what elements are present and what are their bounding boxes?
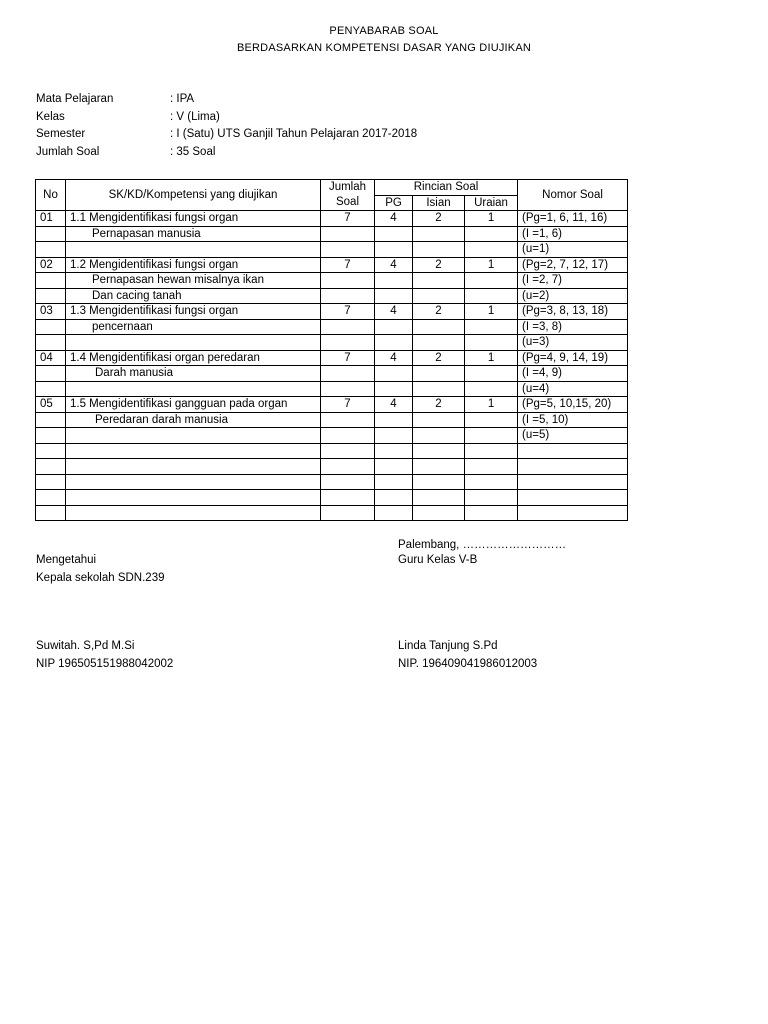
cell-pg: [375, 412, 413, 428]
cell-isian: [413, 474, 465, 490]
place-date: Palembang, ………………………: [398, 539, 567, 551]
header-isian: Isian: [413, 195, 465, 211]
cell-kd: Pernapasan manusia: [66, 226, 321, 242]
cell-kd: pencernaan: [66, 319, 321, 335]
cell-no: [36, 381, 66, 397]
cell-pg: 4: [375, 350, 413, 366]
info-value: : I (Satu) UTS Ganjil Tahun Pelajaran 2017-2018: [170, 128, 418, 140]
cell-isian: [413, 459, 465, 475]
cell-jumlah: 7: [321, 397, 375, 413]
info-row-question-count: [36, 146, 417, 164]
cell-no: [36, 319, 66, 335]
cell-no: [36, 242, 66, 258]
cell-pg: [375, 428, 413, 444]
cell-nomor: (u=1): [518, 242, 628, 258]
cell-nomor: [518, 474, 628, 490]
table-row: [36, 459, 628, 475]
cell-no: [36, 490, 66, 506]
cell-uraian: 1: [465, 397, 518, 413]
cell-jumlah: [321, 490, 375, 506]
table-row: [36, 381, 628, 397]
cell-pg: 4: [375, 397, 413, 413]
cell-isian: [413, 366, 465, 382]
info-row-class: [36, 111, 417, 129]
info-value: : 35 Soal: [170, 145, 216, 158]
cell-kd: [66, 242, 321, 258]
cell-no: 05: [36, 397, 66, 413]
cell-jumlah: [321, 459, 375, 475]
cell-isian: [413, 443, 465, 459]
table-row: [36, 490, 628, 506]
info-label: Mata Pelajaran: [36, 93, 114, 105]
cell-jumlah: [321, 319, 375, 335]
cell-uraian: [465, 226, 518, 242]
cell-kd: [66, 490, 321, 506]
cell-no: 02: [36, 257, 66, 273]
cell-no: [36, 273, 66, 289]
cell-isian: [413, 381, 465, 397]
cell-pg: [375, 242, 413, 258]
cell-no: [36, 226, 66, 242]
cell-uraian: 1: [465, 350, 518, 366]
table-row: [36, 273, 628, 289]
table-row: [36, 288, 628, 304]
cell-nomor: [518, 505, 628, 521]
cell-no: [36, 412, 66, 428]
left-signer-name: Suwitah. S,Pd M.Si: [36, 640, 135, 652]
cell-pg: [375, 366, 413, 382]
cell-kd: 1.2 Mengidentifikasi fungsi organ: [66, 257, 321, 273]
header-uraian: Uraian: [465, 195, 518, 211]
header-competency: SK/KD/Kompetensi yang diujikan: [66, 180, 321, 211]
table-row: [36, 257, 628, 273]
table-row: [36, 350, 628, 366]
table-row: [36, 428, 628, 444]
table-row: [36, 412, 628, 428]
cell-pg: 4: [375, 211, 413, 227]
cell-uraian: [465, 443, 518, 459]
info-label: Jumlah Soal: [36, 145, 100, 158]
cell-kd: [66, 505, 321, 521]
right-signer-nip: NIP. 196409041986012003: [398, 658, 538, 670]
table-row: [36, 443, 628, 459]
cell-pg: [375, 335, 413, 351]
cell-pg: [375, 474, 413, 490]
cell-pg: [375, 505, 413, 521]
left-signer-role: Kepala sekolah SDN.239: [36, 572, 165, 584]
cell-uraian: [465, 474, 518, 490]
cell-uraian: [465, 459, 518, 475]
cell-no: [36, 288, 66, 304]
info-label: Kelas: [36, 110, 65, 123]
cell-uraian: [465, 490, 518, 506]
cell-uraian: [465, 335, 518, 351]
table-row: [36, 211, 628, 227]
cell-jumlah: [321, 273, 375, 289]
cell-jumlah: [321, 505, 375, 521]
cell-nomor: (I =5, 10): [518, 412, 628, 428]
cell-jumlah: [321, 412, 375, 428]
cell-uraian: [465, 428, 518, 444]
info-row-semester: [36, 128, 417, 146]
cell-jumlah: [321, 242, 375, 258]
cell-jumlah: [321, 428, 375, 444]
table-row: [36, 319, 628, 335]
cell-kd: [66, 443, 321, 459]
cell-isian: [413, 288, 465, 304]
cell-no: [36, 443, 66, 459]
cell-isian: 2: [413, 350, 465, 366]
cell-no: [36, 459, 66, 475]
cell-kd: 1.3 Mengidentifikasi fungsi organ: [66, 304, 321, 320]
cell-nomor: (u=4): [518, 381, 628, 397]
cell-pg: [375, 490, 413, 506]
cell-isian: [413, 273, 465, 289]
cell-jumlah: 7: [321, 304, 375, 320]
info-value: : IPA: [170, 93, 195, 105]
cell-nomor: (Pg=3, 8, 13, 18): [518, 304, 628, 320]
table-row: [36, 226, 628, 242]
cell-kd: Pernapasan hewan misalnya ikan: [66, 273, 321, 289]
cell-isian: [413, 319, 465, 335]
cell-jumlah: [321, 474, 375, 490]
table-row: [36, 366, 628, 382]
cell-nomor: (Pg=2, 7, 12, 17): [518, 257, 628, 273]
cell-jumlah: [321, 226, 375, 242]
cell-isian: 2: [413, 211, 465, 227]
cell-pg: [375, 319, 413, 335]
header-breakdown: Rincian Soal: [375, 180, 518, 196]
cell-isian: [413, 490, 465, 506]
cell-uraian: 1: [465, 304, 518, 320]
cell-nomor: (I =4, 9): [518, 366, 628, 382]
cell-isian: 2: [413, 397, 465, 413]
cell-isian: [413, 412, 465, 428]
cell-kd: 1.1 Mengidentifikasi fungsi organ: [66, 211, 321, 227]
cell-pg: [375, 273, 413, 289]
cell-no: [36, 335, 66, 351]
table-body: [36, 211, 628, 521]
cell-pg: [375, 443, 413, 459]
cell-kd: [66, 428, 321, 444]
cell-uraian: [465, 288, 518, 304]
cell-isian: [413, 505, 465, 521]
cell-no: 04: [36, 350, 66, 366]
cell-no: [36, 428, 66, 444]
cell-kd: [66, 335, 321, 351]
table-row: [36, 335, 628, 351]
cell-uraian: [465, 505, 518, 521]
cell-jumlah: [321, 366, 375, 382]
table-row: [36, 242, 628, 258]
cell-nomor: (Pg=5, 10,15, 20): [518, 397, 628, 413]
cell-isian: [413, 226, 465, 242]
cell-uraian: [465, 412, 518, 428]
cell-uraian: [465, 381, 518, 397]
table-row: [36, 474, 628, 490]
cell-pg: 4: [375, 257, 413, 273]
table-row: [36, 397, 628, 413]
cell-jumlah: [321, 443, 375, 459]
cell-uraian: [465, 242, 518, 258]
cell-uraian: [465, 273, 518, 289]
cell-nomor: [518, 459, 628, 475]
cell-jumlah: [321, 335, 375, 351]
cell-isian: [413, 335, 465, 351]
cell-nomor: (I =2, 7): [518, 273, 628, 289]
right-signer-name: Linda Tanjung S.Pd: [398, 640, 498, 652]
document-title: PENYABARAB SOAL: [329, 25, 439, 37]
right-signer-role: Guru Kelas V-B: [398, 554, 478, 566]
info-block: [36, 93, 417, 163]
cell-kd: [66, 474, 321, 490]
cell-isian: 2: [413, 257, 465, 273]
cell-kd: 1.4 Mengidentifikasi organ peredaran: [66, 350, 321, 366]
header-no: No: [36, 180, 66, 211]
cell-pg: 4: [375, 304, 413, 320]
cell-nomor: (Pg=4, 9, 14, 19): [518, 350, 628, 366]
cell-pg: [375, 381, 413, 397]
cell-nomor: [518, 443, 628, 459]
header-pg: PG: [375, 195, 413, 211]
cell-jumlah: [321, 381, 375, 397]
cell-kd: Darah manusia: [66, 366, 321, 382]
cell-pg: [375, 459, 413, 475]
cell-uraian: 1: [465, 211, 518, 227]
cell-jumlah: 7: [321, 211, 375, 227]
header-question-numbers: Nomor Soal: [518, 180, 628, 211]
question-table: [35, 179, 628, 521]
cell-kd: [66, 459, 321, 475]
cell-nomor: (u=2): [518, 288, 628, 304]
cell-kd: [66, 381, 321, 397]
cell-isian: [413, 428, 465, 444]
cell-nomor: [518, 490, 628, 506]
table-row: [36, 505, 628, 521]
cell-uraian: [465, 366, 518, 382]
document-subtitle: BERDASARKAN KOMPETENSI DASAR YANG DIUJIKAN: [236, 42, 532, 54]
info-row-subject: [36, 93, 417, 111]
cell-no: 03: [36, 304, 66, 320]
cell-no: 01: [36, 211, 66, 227]
cell-pg: [375, 288, 413, 304]
cell-uraian: [465, 319, 518, 335]
cell-no: [36, 474, 66, 490]
cell-nomor: (Pg=1, 6, 11, 16): [518, 211, 628, 227]
cell-isian: 2: [413, 304, 465, 320]
table-row: [36, 304, 628, 320]
cell-isian: [413, 242, 465, 258]
info-label: Semester: [36, 128, 86, 140]
cell-kd: Dan cacing tanah: [66, 288, 321, 304]
cell-nomor: (u=5): [518, 428, 628, 444]
cell-uraian: 1: [465, 257, 518, 273]
header-total: Jumlah Soal: [321, 180, 375, 211]
cell-pg: [375, 226, 413, 242]
cell-nomor: (u=3): [518, 335, 628, 351]
cell-jumlah: 7: [321, 257, 375, 273]
cell-nomor: (I =1, 6): [518, 226, 628, 242]
cell-kd: 1.5 Mengidentifikasi gangguan pada organ: [66, 397, 321, 413]
cell-no: [36, 505, 66, 521]
cell-jumlah: [321, 288, 375, 304]
cell-no: [36, 366, 66, 382]
cell-jumlah: 7: [321, 350, 375, 366]
cell-nomor: (I =3, 8): [518, 319, 628, 335]
info-value: : V (Lima): [170, 110, 220, 123]
cell-kd: Peredaran darah manusia: [66, 412, 321, 428]
left-signer-nip: NIP 196505151988042002: [36, 658, 174, 670]
left-signer-title: Mengetahui: [36, 554, 97, 566]
